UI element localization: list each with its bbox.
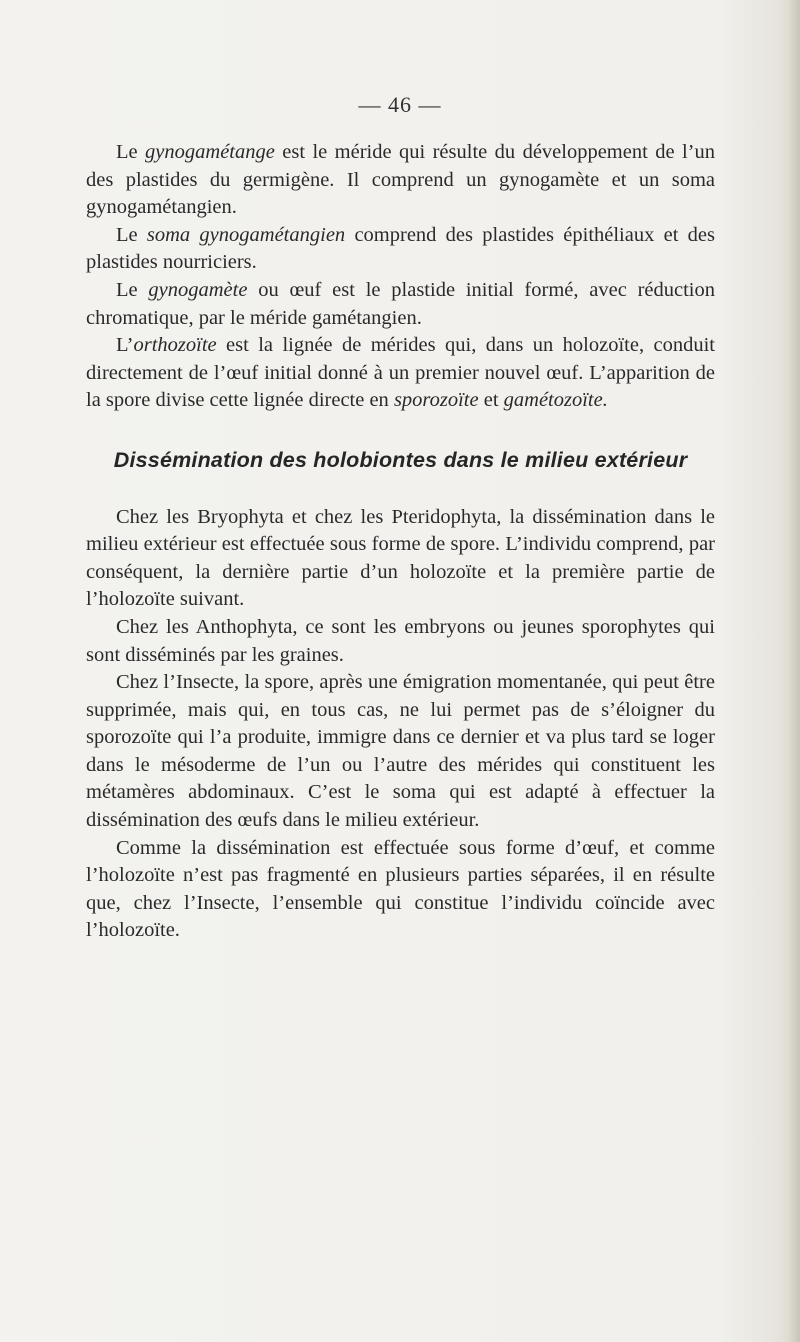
text-run: comprend des plastides épithéliaux et des plastides nourriciers. (86, 223, 715, 274)
text-run: Le (116, 278, 149, 301)
paragraph-insecte: Chez l’Insecte, la spore, après une émigration momentanée, qui peut être supprimée, mais qui, en tous cas, ne lui permet pas de s’éloigner du sporozoïte qui l’a produite, immigre dans ce dernier et va plus tard se loger dans le mésoderme de l’un ou l’autre des mérides qui constituent les métamères abdominaux. C’est le soma qui est adapté à effectuer la dissémination des œufs dans le milieu extérieur. (86, 671, 715, 832)
text-run: est le méride qui résulte du développement de l’un des plastides du germigène. Il comprend un gynogamète et un soma gynogamétangien. (86, 141, 715, 219)
term-gametozoite: gamétozoïte. (503, 389, 608, 412)
paragraph-orthozoite (86, 332, 715, 415)
paragraph-soma-gynogametangien (86, 222, 715, 277)
term-orthozoite: orthozoïte (133, 334, 217, 357)
page-edge-shadow (788, 0, 800, 1342)
page-number: — 46 — (358, 92, 442, 117)
term-gynogametange: gynogamétange (145, 141, 275, 163)
term-gynogamete: gynogamète (148, 278, 248, 301)
text-run: et (478, 389, 504, 412)
text-run: L’ (116, 334, 134, 357)
text-run: Le (116, 141, 146, 163)
paragraph-gynogamete (86, 277, 715, 332)
text-run: ou œuf est le plastide initial formé, avec réduction chromatique, par le méride gamétangien. (86, 278, 715, 329)
paragraph-anthophyta: Chez les Anthophyta, ce sont les embryons ou jeunes sporophytes qui sont disséminés par les graines. (86, 615, 715, 666)
term-soma-gynogametangien: soma gynogamétangien (146, 223, 346, 246)
paragraph-gynogametange (86, 139, 715, 222)
paragraph-holozoite: Comme la dissémination est effectuée sous forme d’œuf, et comme l’holozoïte n’est pas fragmenté en plusieurs parties séparées, il en résulte que, chez l’Insecte, l’ensemble qui constitue l’individu coïncide avec l’holozoïte. (86, 836, 715, 942)
paragraph-bryophyta: Chez les Bryophyta et chez les Pteridophyta, la dissémination dans le milieu extérieur est effectuée sous forme de spore. L’individu comprend, par conséquent, la dernière partie d’un holozoïte et la première partie de l’holozoïte suivant. (86, 505, 715, 611)
term-sporozoite: sporozoïte (393, 389, 479, 412)
text-run: est la lignée de mérides qui, dans un holozoïte, conduit directement de l’œuf initial donné à un premier nouvel œuf. L’apparition de la spore divise cette lignée directe en (86, 334, 715, 412)
section-heading: Dissémination des holobiontes dans le milieu extérieur (113, 447, 688, 472)
text-run: Le (116, 223, 147, 246)
page-body (86, 139, 715, 945)
